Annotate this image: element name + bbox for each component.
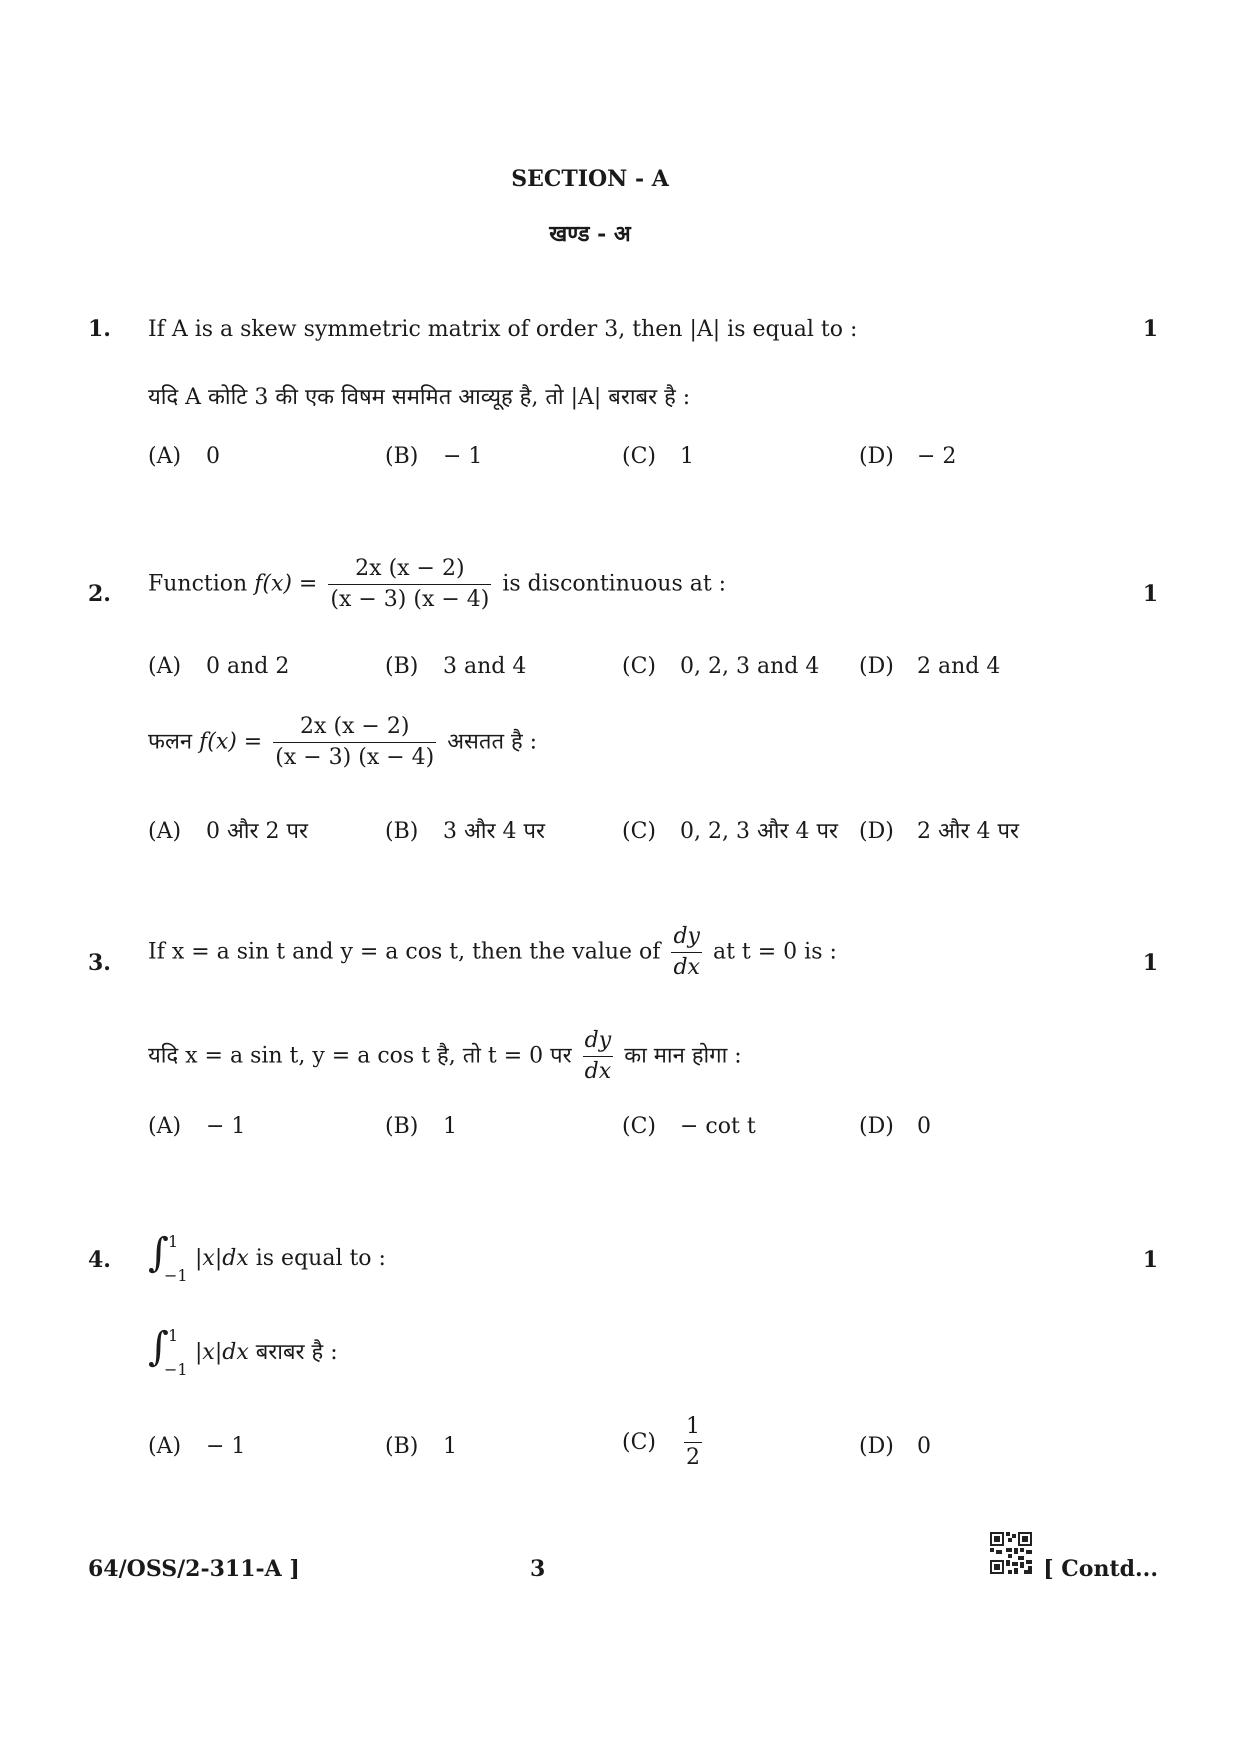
question-1-marks: 1 [1142, 316, 1158, 342]
question-1-text-en: If A is a skew symmetric matrix of order 3, then |A| is equal to : [148, 317, 858, 342]
integral-symbol: ∫ 1 −1 [148, 1230, 188, 1285]
q2-option-a-hi: (A) 0 और 2 पर [148, 819, 308, 844]
question-4-text-en: ∫ 1 −1 |x|dx is equal to : [148, 1230, 386, 1285]
question-1-number: 1. [88, 316, 111, 342]
q3-derivative-en: $\frac{dy}{dx}$ [673, 924, 700, 980]
q3-option-c: (C) − cot t [622, 1114, 756, 1139]
q1-option-a: (A) 0 [148, 444, 220, 469]
integral-symbol: ∫ 1 −1 [148, 1324, 188, 1379]
q3-derivative-hi: $\frac{dy}{dx}$ [584, 1028, 612, 1084]
q4-option-c: (C) $\frac{1}{2}$ [622, 1414, 700, 1470]
section-heading-en: SECTION - A [511, 166, 669, 192]
page-number: 3 [530, 1556, 546, 1582]
q4-option-a: (A) − 1 [148, 1434, 246, 1459]
q2-fraction-hi: $\frac{2x (x - 2)}{(x - 3) (x - 4)}$ [275, 714, 435, 770]
q2-option-c-hi: (C) 0, 2, 3 और 4 पर [622, 819, 838, 844]
question-2-text-hi: फलन f(x) = $\frac{2x (x - 2)}{(x - 3) (x - 4)}$ असतत है : [148, 714, 538, 770]
q2-option-d-en: (D) 2 and 4 [859, 654, 1001, 679]
q3-option-a: (A) − 1 [148, 1114, 246, 1139]
question-4-number: 4. [88, 1247, 111, 1273]
q4-option-d: (D) 0 [859, 1434, 931, 1459]
question-3-number: 3. [88, 950, 111, 976]
continued-label: [ Contd... [1043, 1556, 1158, 1582]
q3-option-d: (D) 0 [859, 1114, 931, 1139]
q1-option-b: (B) − 1 [385, 444, 483, 469]
question-3-text-en: If x = a sin t and y = a cos t, then the value of $\frac{dy}{dx}$ at t = 0 is : [148, 924, 837, 980]
section-heading-hi: खण्ड - अ [549, 221, 631, 247]
q4-option-b: (B) 1 [385, 1434, 457, 1459]
qr-code-icon [990, 1532, 1032, 1574]
q2-option-d-hi: (D) 2 और 4 पर [859, 819, 1019, 844]
q2-option-c-en: (C) 0, 2, 3 and 4 [622, 654, 820, 679]
paper-code: 64/OSS/2-311-A ] [88, 1556, 300, 1582]
q1-option-d: (D) − 2 [859, 444, 957, 469]
q2-option-b-en: (B) 3 and 4 [385, 654, 527, 679]
question-2-number: 2. [88, 581, 111, 607]
question-2-text-en: Function f(x) = $\frac{2x (x - 2)}{(x - 3) (x - 4)}$ is discontinuous at : [148, 556, 727, 612]
question-3-text-hi: यदि x = a sin t, y = a cos t है, तो t = 0 पर $\frac{dy}{dx}$ का मान होगा : [148, 1028, 742, 1084]
q1-option-c: (C) 1 [622, 444, 694, 469]
q2-fraction-en: $\frac{2x (x - 2)}{(x - 3) (x - 4)}$ [330, 556, 490, 612]
question-2-marks: 1 [1142, 581, 1158, 607]
question-3-marks: 1 [1142, 950, 1158, 976]
q2-option-a-en: (A) 0 and 2 [148, 654, 290, 679]
question-4-text-hi: ∫ 1 −1 |x|dx बराबर है : [148, 1324, 338, 1379]
q3-option-b: (B) 1 [385, 1114, 457, 1139]
question-1-text-hi: यदि A कोटि 3 की एक विषम सममित आव्यूह है, तो |A| बराबर है : [148, 385, 691, 410]
question-4-marks: 1 [1142, 1247, 1158, 1273]
q2-option-b-hi: (B) 3 और 4 पर [385, 819, 545, 844]
